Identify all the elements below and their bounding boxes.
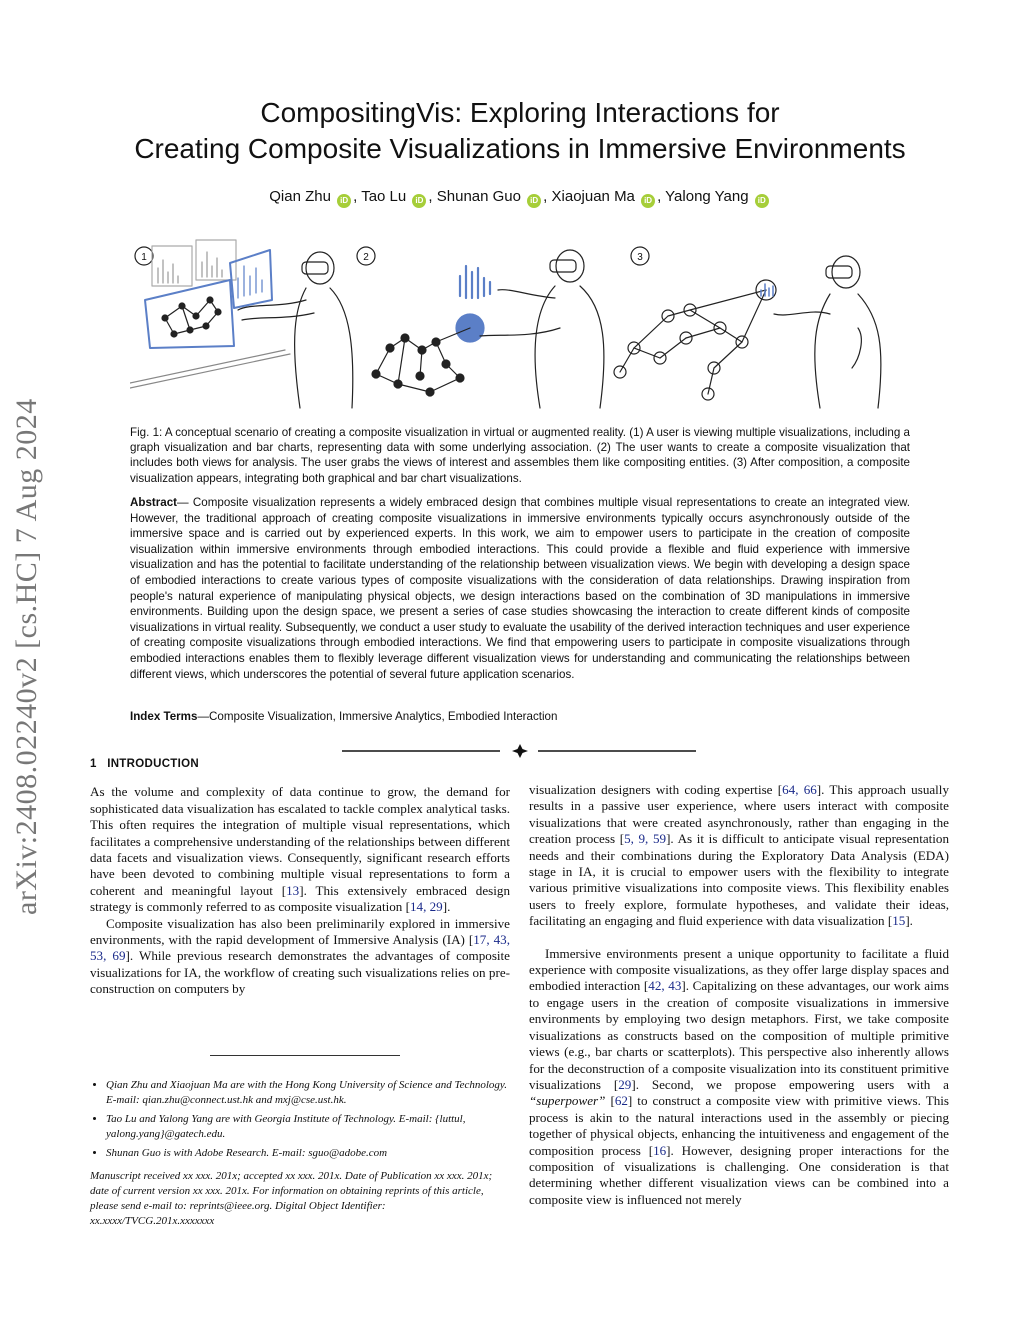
title-line-1: CompositingVis: Exploring Interactions for <box>260 97 780 128</box>
footnote-item: • Tao Lu and Yalong Yang are with Georgia Institute of Technology. E-mail: {luttul, yalong.yang}@gatech.edu. <box>106 1112 510 1142</box>
section-title: NTRODUCTION <box>110 758 199 770</box>
orcid-icon[interactable]: iD <box>755 194 769 208</box>
citation-link[interactable]: 16 <box>653 1142 667 1158</box>
index-terms <box>130 710 910 723</box>
figure-caption: Fig. 1: A conceptual scenario of creating a composite visualization in virtual or augmented reality. (1) A user is viewing multiple visualizations, including a graph visualization and bar charts, representing data with some underlying association. (2) The user wants to create a composite visualization that includes both views for analysis. The user grabs the views of interest and assembles them like compositing entities. (3) After composition, a composite visualization appears, integrating both graphical and bar chart visualizations. <box>130 426 910 485</box>
abstract <box>130 495 910 682</box>
panel-label: 3 <box>637 252 643 263</box>
paragraph: Immersive environments present a unique opportunity to facilitate a fluid experience with composite visualizations, as they offer large display spaces and embodied interaction [42, 43]. Capitalizing on these advantages, our work aims to engage users in the creation of composite visualizations in immersive environments by employing two design metaphors. First, we take composite visualizations as constructs based on the composition of multiple primitive views (e.g., bar charts or scatterplots). This perspective also inherently allows for the deconstruction of a composite visualization into its constituent primitive visualizations [29]. Second, we propose empowering users with a “superpower” [62] to construct a composite view with primitive views. This process is akin to the natural interactions used in the assembly or piecing together of physical objects, enhancing the intuitiveness and engagement of the composition process [16]. However, designing proper interactions for the composition of visualizations is challenging. One consideration is that determining whether different visualization views can be combined into a composite view is influenced not merely <box>529 945 950 1207</box>
index-terms-text: —Composite Visualization, Immersive Analytics, Embodied Interaction <box>197 710 558 723</box>
orcid-icon[interactable]: iD <box>641 194 655 208</box>
author-name: Shunan Guo <box>436 188 521 205</box>
panel-label: 2 <box>363 252 369 263</box>
author-name: Xiaojuan Ma <box>551 188 635 205</box>
paragraph: visualization designers with coding expertise [64, 66]. This approach usually results in a passive user experience, where users interact with composite visualizations that were created asynchronously, rather than engaging in the creation process [5, 9, 59]. As it is difficult to anticipate visual representation needs and their combinations during the Exploratory Data Analysis (EDA) stage in IA, it is crucial to empower users with the flexibility to integrate various primitive visualizations into composite views. This flexibility enables users to freely explore, formulate hypotheses, and validate their ideas, facilitating an engaging and fluid experience with data visualization [15]. <box>529 782 950 929</box>
citation-link[interactable]: 14, 29 <box>409 899 443 915</box>
citation-link[interactable]: 5, 9, 59 <box>624 831 667 847</box>
paper-title <box>90 95 950 167</box>
author-name: Yalong Yang <box>665 188 749 205</box>
panel-label: 1 <box>141 252 147 263</box>
panel-1-illustration <box>130 240 353 408</box>
right-column <box>529 782 949 1208</box>
orcid-icon[interactable]: iD <box>337 194 351 208</box>
citation-link[interactable]: 62 <box>614 1093 628 1109</box>
citation-link[interactable]: 17, 43, 53, 69 <box>90 932 510 964</box>
orcid-icon[interactable]: iD <box>527 194 541 208</box>
diamond-star-icon <box>512 744 528 758</box>
arxiv-identifier: arXiv:2408.02240v2 [cs.HC] 7 Aug 2024 <box>10 398 43 915</box>
citation-link[interactable]: 64, 66 <box>782 782 817 797</box>
abstract-label: Abstract <box>130 496 178 509</box>
citation-link[interactable]: 15 <box>892 913 906 929</box>
section-heading: 1 INTRODUCTION <box>90 758 199 770</box>
citation-link[interactable]: 13 <box>286 882 300 898</box>
orcid-icon[interactable]: iD <box>412 194 426 208</box>
author-list: Qian Zhu iD , Tao Lu iD , Shunan Guo iD , Xiaojuan Ma iD , Yalong Yang iD <box>90 188 950 208</box>
footnote-item: • Shunan Guo is with Adobe Research. E-mail: sguo@adobe.com <box>106 1146 510 1161</box>
citation-link[interactable]: 29 <box>618 1076 632 1092</box>
title-line-2: Creating Composite Visualizations in Immersive Environments <box>134 133 906 164</box>
panel-2-illustration <box>357 247 604 408</box>
manuscript-note: Manuscript received xx xxx. 201x; accepted xx xxx. 201x. Date of Publication xx xxx. 201x; date of current version xx xxx. 201x. For information on obtaining reprints of this article, please send e-mail to: reprints@ieee.org. Digital Object Identifier: xx.xxxx/TVCG.201x.xxxxxxx <box>90 1170 493 1227</box>
paragraph: As the volume and complexity of data continue to grow, the demand for sophisticated data visualization has escalated to tackle complex analytical tasks. This often requires the integration of multiple visual representations, which facilitates a comprehensive understanding of the relationships between different data facets and visualization views. Consequently, significant research efforts have been devoted to combining multiple visual representations to form a coherent and meaningful layout [13]. This extensively embraced design strategy is commonly referred to as composite visualization [14, 29]. <box>90 784 510 915</box>
citation-link[interactable]: 42, 43 <box>648 978 682 994</box>
paragraph: Composite visualization has also been preliminarily explored in immersive environments, with the rapid development of Immersive Analysis (IA) [17, 43, 53, 69]. While previous research demonstrates the advantages of composite visualizations for IA, the workflow of creating such visualizations relies on pre-construction on computers by <box>90 915 510 997</box>
teaser-figure <box>130 238 910 416</box>
author-name: Tao Lu <box>361 188 407 205</box>
footnote-rule <box>210 1055 400 1056</box>
author-name: Qian Zhu <box>269 188 331 205</box>
panel-3-illustration <box>614 247 881 408</box>
left-column <box>90 756 510 998</box>
index-terms-label: Index Terms <box>130 710 198 723</box>
section-number: 1 <box>90 758 97 770</box>
quoted-term: “superpower” <box>529 1093 606 1109</box>
footnotes <box>90 1078 510 1229</box>
abstract-text: — Composite visualization represents a widely embraced design that combines multiple visual representations to create an integrated view. However, the traditional approach of creating composite visualizations in immersive environments typically occurs asynchronously outside of the immersive space and is carried out by experienced experts. In this work, we aim to empower users to participate in the creation of composite visualization within immersive environments through embodied interactions. This could provide a flexible and fluid experience with immersive visualization and has the potential to facilitate understanding of the relationship between visualization views. We begin with developing a design space of embodied interactions to create various types of composite visualizations with the consideration of data relationships. Drawing inspiration from people's natural experience of manipulating physical objects, we design interactions based on the combination of 3D manipulations in immersive environments. Building upon the design space, we present a series of case studies showcasing the interaction to create different kinds of composite visualizations in virtual reality. Subsequently, we conduct a user study to evaluate the usability of the derived interaction techniques and user experience of creating composite visualizations through embodied interactions. We find that empowering users to participate in composite visualizations through embodied interactions enables them to flexibly leverage different visualization views for understanding and communicating the relationships between different views, which underscores the potential of several future application scenarios. <box>130 496 910 681</box>
footnote-item: • Qian Zhu and Xiaojuan Ma are with the Hong Kong University of Science and Technology. E-mail: qian.zhu@connect.ust.hk and mxj@cse.ust.hk. <box>106 1078 510 1108</box>
